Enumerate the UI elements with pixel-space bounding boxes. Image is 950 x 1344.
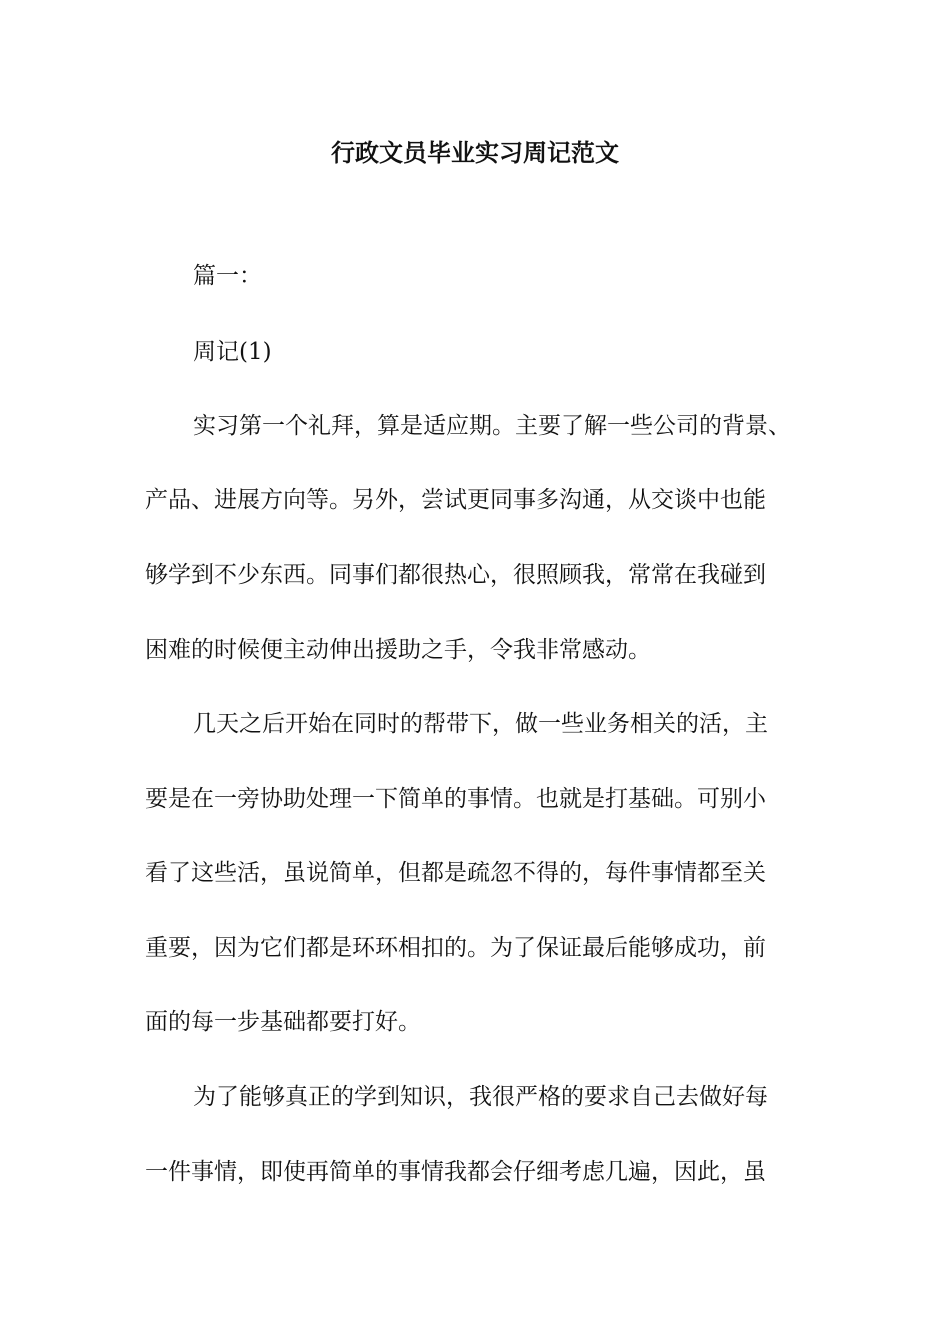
section-heading: 篇一：: [193, 263, 262, 289]
paragraph-line: 几天之后开始在同时的帮带下，做一些业务相关的活，主: [193, 711, 768, 737]
paragraph-line: 产品、进展方向等。另外，尝试更同事多沟通，从交谈中也能: [145, 487, 766, 513]
paragraph-line: 面的每一步基础都要打好。: [145, 1009, 421, 1035]
document-title: 行政文员毕业实习周记范文: [331, 138, 619, 167]
paragraph-line: 够学到不少东西。同事们都很热心，很照顾我，常常在我碰到: [145, 562, 766, 588]
paragraph-line: 为了能够真正的学到知识，我很严格的要求自己去做好每: [193, 1084, 768, 1110]
paragraph-line: 困难的时候便主动伸出援助之手，令我非常感动。: [145, 637, 651, 663]
paragraph-line: 重要，因为它们都是环环相扣的。为了保证最后能够成功，前: [145, 935, 766, 961]
paragraph-line: 实习第一个礼拜，算是适应期。主要了解一些公司的背景、: [193, 413, 791, 439]
paragraph-line: 看了这些活，虽说简单，但都是疏忽不得的，每件事情都至关: [145, 860, 766, 886]
subsection-heading: 周记(1): [193, 339, 272, 365]
paragraph-line: 要是在一旁协助处理一下简单的事情。也就是打基础。可别小: [145, 786, 766, 812]
paragraph-line: 一件事情，即使再简单的事情我都会仔细考虑几遍，因此，虽: [145, 1159, 766, 1185]
